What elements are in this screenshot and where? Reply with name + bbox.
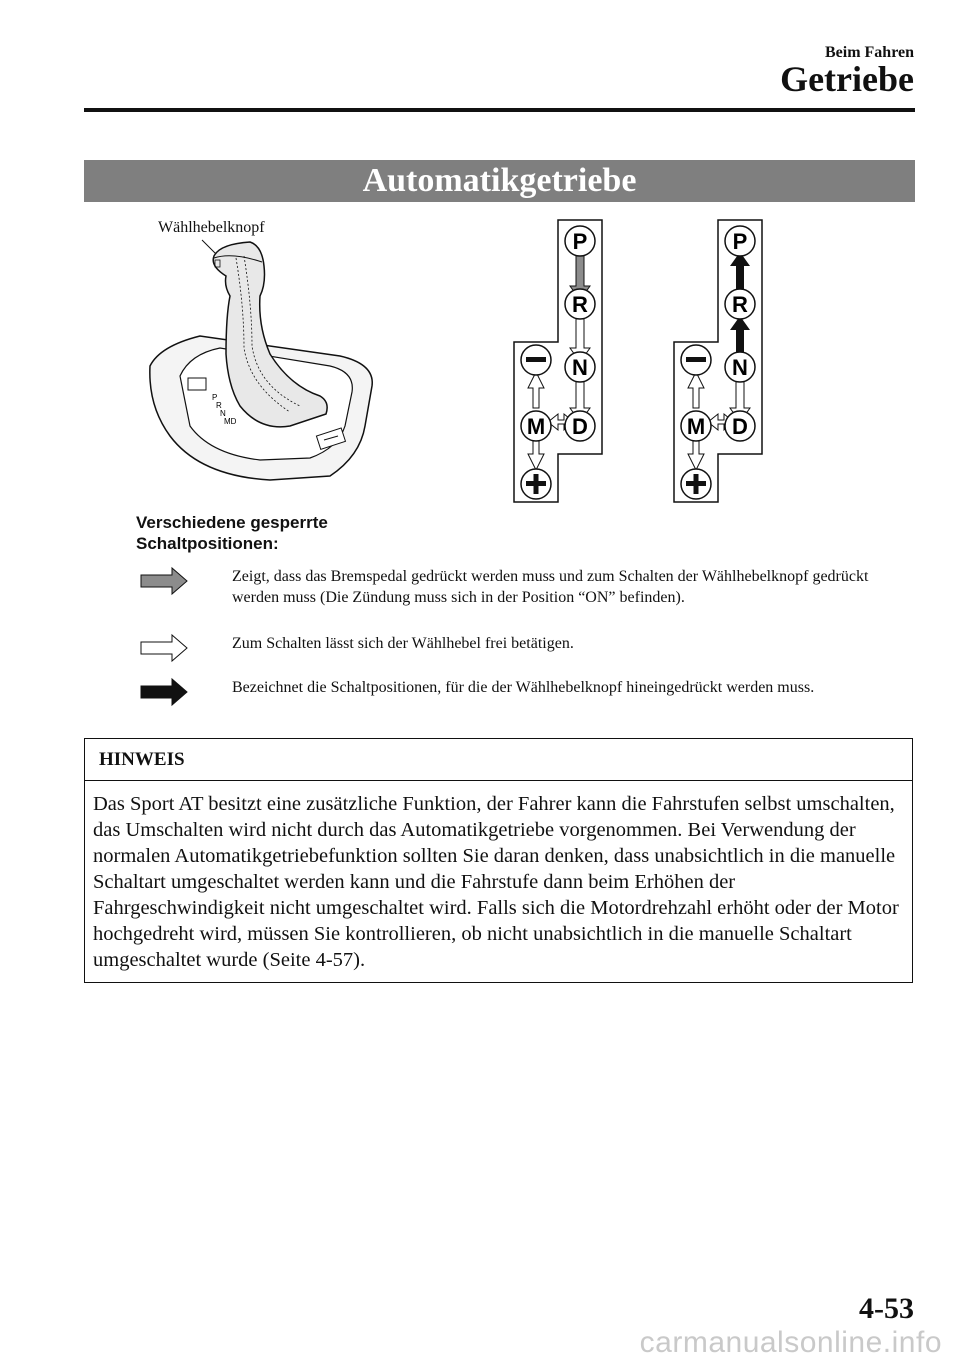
svg-text:R: R xyxy=(732,292,748,317)
arrow-black-icon xyxy=(140,677,188,707)
gate1-p xyxy=(565,226,595,256)
gate1-r xyxy=(565,289,595,319)
note-title: HINWEIS xyxy=(99,749,185,770)
svg-text:N: N xyxy=(220,409,226,418)
gate2-d xyxy=(725,411,755,441)
legend-text: Bezeichnet die Schaltpositionen, für die der Wählhebelknopf hineingedrückt werden muss. xyxy=(232,679,815,696)
gate1-minus-icon xyxy=(521,345,551,375)
page-title: Getriebe xyxy=(780,59,914,99)
svg-text:N: N xyxy=(572,355,588,380)
gate2-n xyxy=(725,352,755,382)
svg-text:D: D xyxy=(732,414,748,439)
gate2-r xyxy=(725,289,755,319)
watermark: carmanualsonline.info xyxy=(639,1326,942,1359)
knob-callout-label: Wählhebelknopf xyxy=(158,219,265,236)
section-banner: Automatikgetriebe xyxy=(84,160,915,202)
gate2-m xyxy=(681,411,711,441)
gate2-minus-icon xyxy=(681,345,711,375)
gate1-plus-icon xyxy=(521,469,551,499)
gate2-plus-icon xyxy=(681,469,711,499)
svg-text:N: N xyxy=(732,355,748,380)
page-number: 4-53 xyxy=(859,1292,914,1325)
gate1-d xyxy=(565,411,595,441)
arrow-outline-icon xyxy=(140,633,188,663)
section-label: Beim Fahren xyxy=(824,44,914,61)
svg-text:R: R xyxy=(216,401,222,410)
gate1-m xyxy=(521,411,551,441)
svg-text:D: D xyxy=(572,414,588,439)
svg-text:R: R xyxy=(572,292,588,317)
legend-text: Zum Schalten lässt sich der Wählhebel frei betätigen. xyxy=(232,635,574,652)
svg-text:MD: MD xyxy=(224,417,237,426)
svg-text:M: M xyxy=(526,414,546,439)
gate1-n xyxy=(565,352,595,382)
svg-text:P: P xyxy=(212,393,218,402)
note-body: Das Sport AT besitzt eine zusätzliche Funktion, der Fahrer kann die Fahrstufen selbst umschalten, das Umschalten wird nicht durch das Automatikgetriebe vorgenommen. Bei Verwendung der normalen Automatikgetriebefunktion sollten Sie daran denken, dass unabsichtlich in die manuelle Schaltart umgeschaltet werden kann und die Fahrstufe dann beim Erhöhen der Fahrgeschwindigkeit nicht umgeschaltet wird. Falls sich die Motordrehzahl erhöht oder der Motor hochgedreht wird, müssen Sie kontrollieren, ob nicht unabsichtlich in die manuelle Schaltart umgeschaltet wurde (Seite 4-57). xyxy=(93,793,899,971)
note-divider xyxy=(85,780,912,781)
shift-lever-illustration xyxy=(140,236,380,486)
note-box xyxy=(84,738,913,983)
locked-positions-heading: Verschiedene gesperrte Schaltpositionen: xyxy=(136,513,328,553)
arrow-gray-icon xyxy=(140,566,188,596)
shift-gate-diagram xyxy=(500,212,920,512)
header-divider xyxy=(84,108,915,112)
legend-text: Zeigt, dass das Bremspedal gedrückt werden muss und zum Schalten der Wählhebelknopf gedrückt werden muss (Die Zündung muss sich in der Position “ON” befinden). xyxy=(232,568,869,606)
svg-text:P: P xyxy=(732,229,748,254)
gate2-p xyxy=(725,226,755,256)
svg-text:P: P xyxy=(572,229,588,254)
svg-text:M: M xyxy=(686,414,706,439)
